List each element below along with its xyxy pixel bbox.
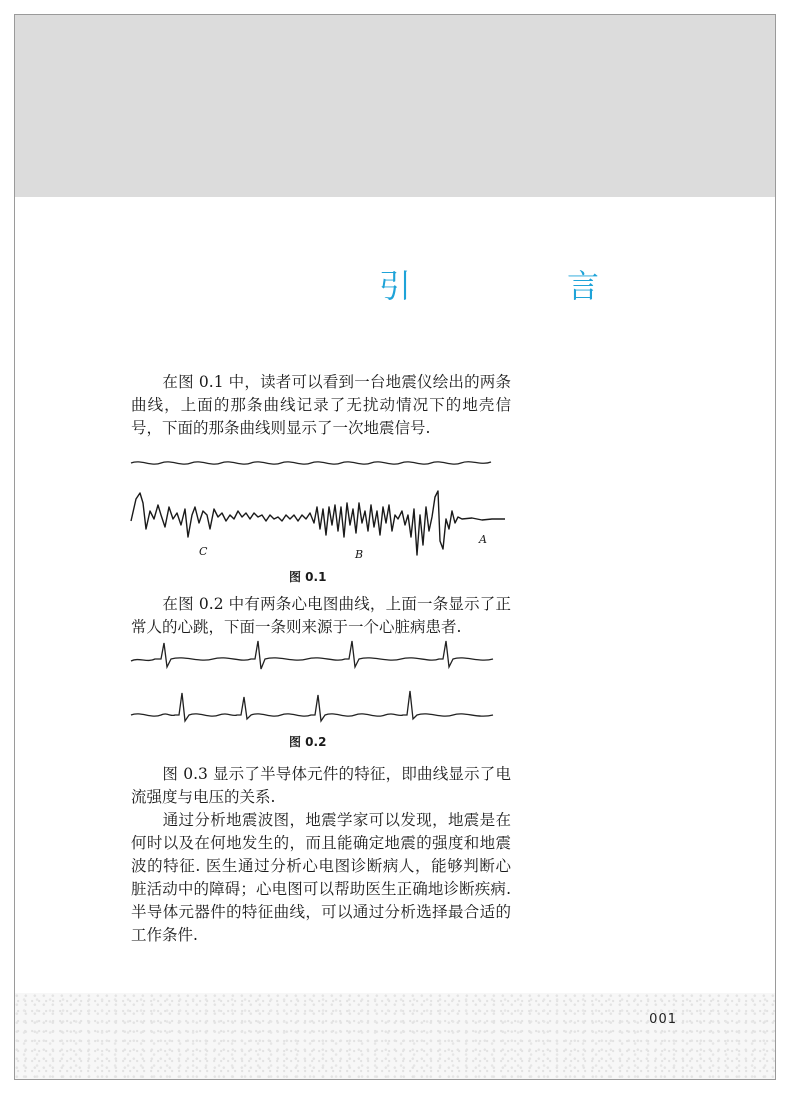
seismogram-quake-trace [131, 491, 505, 555]
paragraph-1: 在图 0.1 中，读者可以看到一台地震仪绘出的两条曲线，上面的那条曲线记录了无扰动情况下的地壳信号，下面的那条曲线则显示了一次地震信号. [131, 373, 511, 437]
book-page [14, 14, 776, 1080]
ecg-normal-trace [131, 641, 493, 669]
seismogram-quiet-trace [131, 462, 491, 464]
paragraph-4: 通过分析地震波图，地震学家可以发现，地震是在何时以及在何地发生的，而且能确定地震的强度和地震波的特征. 医生通过分析心电图诊断病人，能够判断心脏活动中的障碍；心电图可以帮助医生正确地诊断疾病. 半导体元器件的特征曲线，可以通过分析选择最合适的工作条件. [131, 811, 511, 944]
chapter-title: 引 言 [379, 267, 662, 306]
ecg-patient-trace [131, 691, 493, 721]
figure-0-1-caption: 图 0.1 [289, 570, 327, 584]
seismogram-label-a: A [479, 533, 487, 546]
header-band [15, 15, 775, 197]
footer-pattern [15, 993, 775, 1079]
paragraph-2: 在图 0.2 中有两条心电图曲线，上面一条显示了正常人的心跳，下面一条则来源于一个心脏病患者. [131, 595, 511, 636]
figure-0-2-ecg [127, 637, 497, 727]
seismogram-label-b: B [355, 548, 364, 561]
page-number: 001 [649, 1012, 677, 1027]
figure-0-1-seismogram [127, 445, 507, 561]
figure-0-2-caption: 图 0.2 [289, 735, 327, 749]
paragraph-3: 图 0.3 显示了半导体元件的特征，即曲线显示了电流强度与电压的关系. [131, 765, 511, 806]
seismogram-label-c: C [199, 545, 208, 558]
